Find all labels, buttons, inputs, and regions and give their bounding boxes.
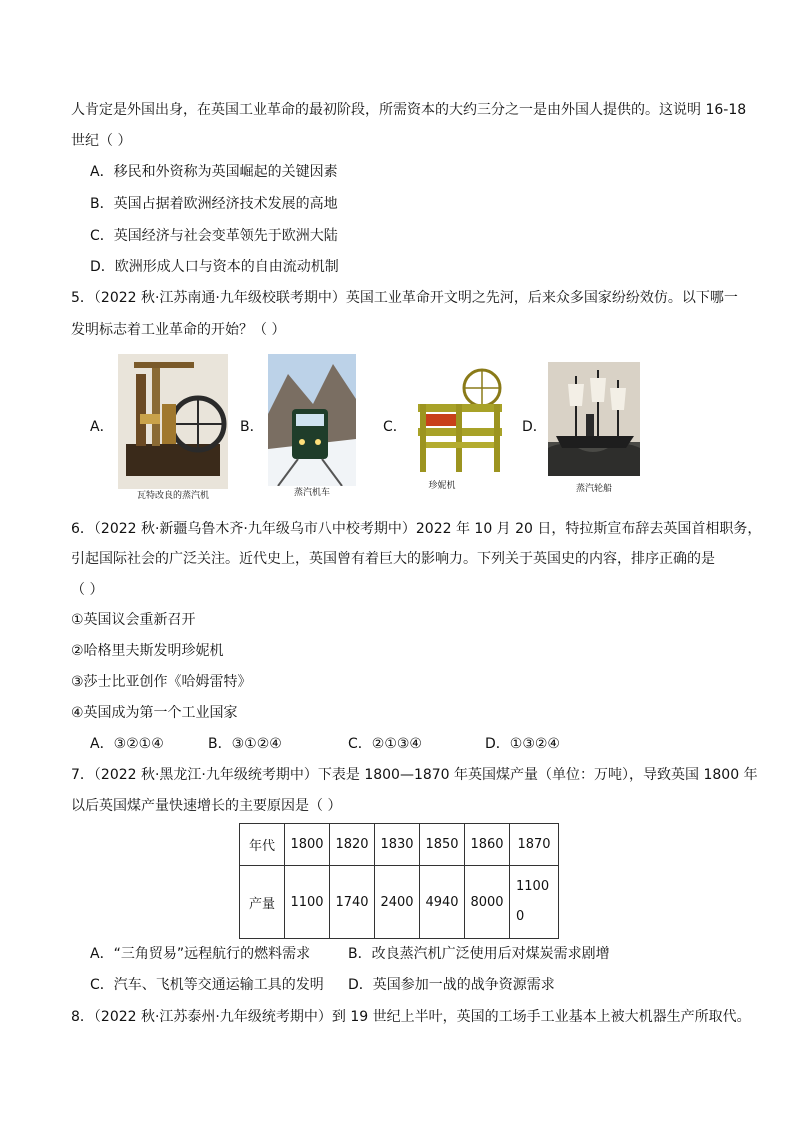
q5-caption-d: 蒸汽轮船 (575, 484, 612, 494)
table-cell-year: 1870 (510, 824, 559, 866)
table-cell-output: 4940 (420, 866, 465, 939)
q6-item-2: ②哈格里夫斯发明珍妮机 (71, 643, 224, 659)
q5-image-label-d: D． (522, 419, 547, 435)
q4-option-d: D．欧洲形成人口与资本的自由流动机制 (90, 259, 339, 275)
q8-stem-line1: 8．（2022 秋·江苏泰州·九年级统考期中）到 19 世纪上半叶，英国的工场手工业基本上被大机器生产所取代。 (71, 1009, 751, 1025)
table-row-output (240, 866, 559, 939)
q5-image-label-a: A． (90, 419, 114, 435)
q7-option-c: C．汽车、飞机等交通运输工具的发明 (90, 977, 324, 993)
q5-stem-line1: 5．（2022 秋·江苏南通·九年级校联考期中）英国工业革命开文明之先河，后来众多国家纷纷效仿。以下哪一 (71, 290, 738, 306)
q5-caption-a: 瓦特改良的蒸汽机 (136, 491, 209, 501)
q7-option-b: B．改良蒸汽机广泛使用后对煤炭需求剧增 (348, 946, 610, 962)
q4-option-b: B．英国占据着欧洲经济技术发展的高地 (90, 196, 338, 212)
q4-stem-line2: 世纪（ ） (71, 133, 132, 149)
table-cell-output: 1100 (285, 866, 330, 939)
table-cell-year: 1860 (465, 824, 510, 866)
coal-output-table (239, 823, 559, 939)
table-cell-year: 1830 (375, 824, 420, 866)
q6-item-3: ③莎士比亚创作《哈姆雷特》 (71, 674, 252, 690)
q6-option-a: A．③②①④ (90, 736, 164, 752)
q7-stem-line2: 以后英国煤产量快速增长的主要原因是（ ） (71, 798, 342, 814)
steamship-icon (548, 362, 640, 476)
q5-caption-b: 蒸汽机车 (293, 488, 330, 498)
q6-stem-line1: 6．（2022 秋·新疆乌鲁木齐·九年级乌市八中校考期中）2022 年 10 月 20 日，特拉斯宣布辞去英国首相职务， (71, 521, 762, 537)
table-cell-output: 2400 (375, 866, 420, 939)
table-cell-output (510, 866, 559, 939)
table-cell-output: 8000 (465, 866, 510, 939)
table-cell-output: 1740 (330, 866, 375, 939)
q5-caption-c: 珍妮机 (428, 481, 456, 491)
q6-option-c: C．②①③④ (348, 736, 422, 752)
table-header-output: 产量 (240, 866, 285, 939)
q7-stem-line1: 7．（2022 秋·黑龙江·九年级统考期中）下表是 1800—1870 年英国煤产量（单位：万吨），导致英国 1800 年 (71, 767, 758, 783)
q6-item-4: ④英国成为第一个工业国家 (71, 705, 238, 721)
q4-stem-line1: 人肯定是外国出身，在英国工业革命的最初阶段，所需资本的大约三分之一是由外国人提供的。这说明 16-18 (71, 102, 747, 118)
table-cell-output-part2: 0 (516, 909, 525, 924)
q5-image-label-b: B． (240, 419, 264, 435)
q5-image-label-c: C． (383, 419, 407, 435)
table-row-years (240, 824, 559, 866)
table-cell-year: 1800 (285, 824, 330, 866)
q7-option-a: A．“三角贸易”远程航行的燃料需求 (90, 946, 311, 962)
q7-option-d: D．英国参加一战的战争资源需求 (348, 977, 555, 993)
q6-item-1: ①英国议会重新召开 (71, 612, 196, 628)
q6-stem-line3: （ ） (71, 582, 104, 598)
q5-stem-line2: 发明标志着工业革命的开始？（ ） (71, 322, 286, 338)
table-cell-year: 1850 (420, 824, 465, 866)
steam-engine-icon (118, 354, 228, 489)
spinning-jenny-icon (412, 366, 507, 478)
q4-option-a: A．移民和外资称为英国崛起的关键因素 (90, 164, 338, 180)
table-cell-year: 1820 (330, 824, 375, 866)
q6-option-d: D．①③②④ (485, 736, 560, 752)
locomotive-icon (268, 354, 356, 486)
table-cell-output-part1: 1100 (516, 879, 550, 894)
q6-stem-line2: 引起国际社会的广泛关注。近代史上，英国曾有着巨大的影响力。下列关于英国史的内容，排序正确的是 (71, 551, 715, 567)
q6-option-b: B．③①②④ (208, 736, 282, 752)
table-header-year: 年代 (240, 824, 285, 866)
q4-option-c: C．英国经济与社会变革领先于欧洲大陆 (90, 228, 338, 244)
